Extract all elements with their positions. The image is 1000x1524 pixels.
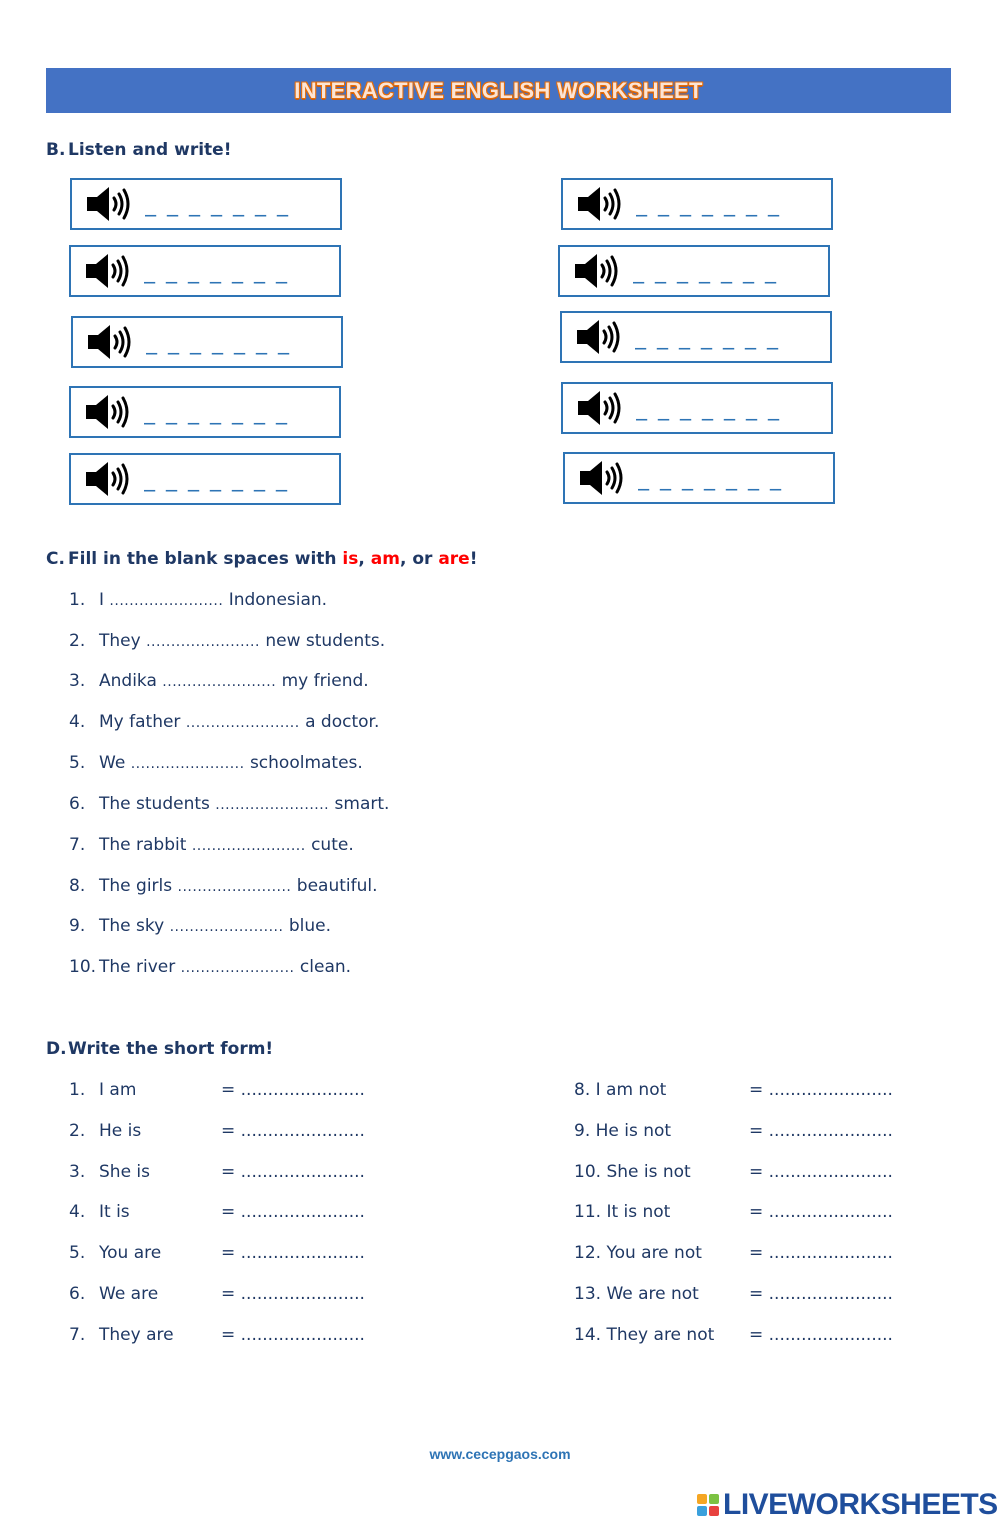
sentence-start: The rabbit <box>99 835 187 855</box>
item-number: 5. <box>69 753 86 773</box>
sentence-start: The river <box>99 957 176 977</box>
item-number: 6. <box>69 794 86 814</box>
listen-answer-input[interactable] <box>144 256 329 286</box>
option-am: am <box>370 549 400 569</box>
item-number: 3. <box>69 671 86 691</box>
item-sentence <box>99 835 354 855</box>
short-form-item: 8. I am not <box>574 1080 667 1100</box>
speaker-icon[interactable] <box>86 322 136 362</box>
section-d-heading <box>46 1039 273 1059</box>
speaker-icon[interactable] <box>84 392 134 432</box>
item-number: 10. <box>69 957 97 977</box>
answer-blank[interactable]: ....................... <box>130 756 245 772</box>
footer-url: www.cecepgaos.com <box>429 1446 571 1462</box>
listen-write-box <box>561 382 833 434</box>
sentence-start: They <box>99 631 141 651</box>
logo-mark-square <box>697 1494 707 1504</box>
answer-blank[interactable]: ....................... <box>215 797 330 813</box>
listen-answer-input[interactable] <box>146 327 331 357</box>
item-sentence <box>99 671 369 691</box>
short-form-item: 10. She is not <box>574 1162 691 1182</box>
short-form-answer[interactable]: = ....................... <box>221 1284 365 1304</box>
answer-blank[interactable]: ....................... <box>109 593 224 609</box>
section-c-title-prefix: Fill in the blank spaces with <box>68 549 343 569</box>
sentence-start: I <box>99 590 105 610</box>
item-number: 2. <box>69 631 86 651</box>
listen-answer-input[interactable] <box>635 322 820 352</box>
listen-write-box <box>69 245 341 297</box>
sentence-start: The girls <box>99 876 173 896</box>
sentence-end: Indonesian. <box>228 590 328 610</box>
short-form-answer[interactable]: = ....................... <box>749 1325 893 1345</box>
item-phrase: We are <box>99 1284 159 1304</box>
listen-answer-input[interactable] <box>638 463 823 493</box>
short-form-answer[interactable]: = ....................... <box>749 1162 893 1182</box>
speaker-icon[interactable] <box>576 388 626 428</box>
item-number: 7. <box>69 835 86 855</box>
listen-write-box <box>69 453 341 505</box>
sentence-end: clean. <box>299 957 352 977</box>
short-form-item: 14. They are not <box>574 1325 715 1345</box>
item-number: 8. <box>69 876 86 896</box>
speaker-icon[interactable] <box>573 251 623 291</box>
sentence-start: My father <box>99 712 181 732</box>
short-form-item: 12. You are not <box>574 1243 702 1263</box>
item-phrase: It is <box>99 1202 130 1222</box>
speaker-icon[interactable] <box>84 459 134 499</box>
speaker-icon[interactable] <box>576 184 626 224</box>
section-b-letter: B. <box>46 140 66 160</box>
answer-blank[interactable]: ....................... <box>162 674 277 690</box>
short-form-answer[interactable]: = ....................... <box>749 1243 893 1263</box>
header-banner <box>46 68 951 113</box>
item-sentence <box>99 876 378 896</box>
sentence-start: The students <box>99 794 210 814</box>
short-form-item: 11. It is not <box>574 1202 671 1222</box>
item-number: 1. <box>69 1080 86 1100</box>
answer-blank[interactable]: ....................... <box>177 879 292 895</box>
answer-blank[interactable]: ....................... <box>169 919 284 935</box>
logo-mark-square <box>697 1506 707 1516</box>
listen-write-box <box>69 386 341 438</box>
answer-blank[interactable]: ....................... <box>146 634 260 650</box>
liveworksheets-logo <box>697 1488 998 1522</box>
item-sentence <box>99 916 331 936</box>
option-are: are <box>438 549 470 569</box>
item-sentence <box>99 590 327 610</box>
item-number: 7. <box>69 1325 86 1345</box>
listen-write-box <box>560 311 832 363</box>
item-number: 5. <box>69 1243 86 1263</box>
short-form-answer[interactable]: = ....................... <box>749 1202 893 1222</box>
section-c-heading <box>46 549 477 569</box>
speaker-icon[interactable] <box>575 317 625 357</box>
short-form-answer[interactable]: = ....................... <box>221 1121 365 1141</box>
sentence-end: beautiful. <box>296 876 378 896</box>
short-form-answer[interactable]: = ....................... <box>221 1243 365 1263</box>
short-form-answer[interactable]: = ....................... <box>221 1080 365 1100</box>
sentence-end: new students. <box>265 631 386 651</box>
answer-blank[interactable]: ....................... <box>191 838 306 854</box>
logo-text: LIVEWORKSHEETS <box>723 1488 998 1521</box>
sentence-start: We <box>99 753 126 773</box>
answer-blank[interactable]: ....................... <box>180 960 295 976</box>
listen-answer-input[interactable] <box>633 256 818 286</box>
item-sentence <box>99 794 389 814</box>
item-number: 6. <box>69 1284 86 1304</box>
item-number: 2. <box>69 1121 86 1141</box>
section-b-title: Listen and write! <box>68 140 232 160</box>
section-c-letter: C. <box>46 549 65 569</box>
logo-mark-icon <box>697 1494 719 1516</box>
listen-write-box <box>563 452 835 504</box>
listen-write-box <box>561 178 833 230</box>
listen-answer-input[interactable] <box>145 189 330 219</box>
listen-answer-input[interactable] <box>636 189 821 219</box>
item-number: 3. <box>69 1162 86 1182</box>
item-phrase: He is <box>99 1121 142 1141</box>
short-form-answer[interactable]: = ....................... <box>749 1284 893 1304</box>
item-phrase: I am <box>99 1080 137 1100</box>
item-phrase: You are <box>99 1243 162 1263</box>
sentence-start: The sky <box>99 916 165 936</box>
option-is: is <box>342 549 359 569</box>
sentence-end: schoolmates. <box>249 753 363 773</box>
listen-write-box <box>70 178 342 230</box>
listen-answer-input[interactable] <box>144 397 329 427</box>
section-d-title: Write the short form! <box>68 1039 274 1059</box>
sentence-end: a doctor. <box>305 712 380 732</box>
separator-2: , or <box>399 549 439 569</box>
sentence-end: my friend. <box>281 671 369 691</box>
item-sentence <box>99 957 351 977</box>
logo-mark-square <box>709 1506 719 1516</box>
speaker-icon[interactable] <box>578 458 628 498</box>
short-form-answer[interactable]: = ....................... <box>221 1325 365 1345</box>
short-form-answer[interactable]: = ....................... <box>221 1162 365 1182</box>
item-phrase: She is <box>99 1162 151 1182</box>
listen-answer-input[interactable] <box>636 393 821 423</box>
answer-blank[interactable]: ....................... <box>185 715 300 731</box>
sentence-end: cute. <box>311 835 354 855</box>
item-sentence <box>99 631 385 651</box>
item-phrase: They are <box>99 1325 174 1345</box>
section-b-heading <box>46 140 231 160</box>
item-sentence <box>99 753 363 773</box>
item-number: 9. <box>69 916 86 936</box>
short-form-item: 13. We are not <box>574 1284 699 1304</box>
section-c-title-end: ! <box>469 549 478 569</box>
page-title: INTERACTIVE ENGLISH WORKSHEET <box>294 77 703 103</box>
item-sentence <box>99 712 379 732</box>
short-form-answer[interactable]: = ....................... <box>221 1202 365 1222</box>
item-number: 4. <box>69 1202 86 1222</box>
section-d-letter: D. <box>46 1039 67 1059</box>
short-form-answer[interactable]: = ....................... <box>749 1080 893 1100</box>
listen-write-box <box>558 245 830 297</box>
speaker-icon[interactable] <box>84 251 134 291</box>
speaker-icon[interactable] <box>85 184 135 224</box>
short-form-answer[interactable]: = ....................... <box>749 1121 893 1141</box>
short-form-item: 9. He is not <box>574 1121 672 1141</box>
logo-mark-square <box>709 1494 719 1504</box>
item-number: 4. <box>69 712 86 732</box>
item-number: 1. <box>69 590 86 610</box>
separator-1: , <box>358 549 371 569</box>
sentence-end: blue. <box>288 916 332 936</box>
listen-write-box <box>71 316 343 368</box>
sentence-start: Andika <box>99 671 157 691</box>
sentence-end: smart. <box>334 794 390 814</box>
listen-answer-input[interactable] <box>144 464 329 494</box>
